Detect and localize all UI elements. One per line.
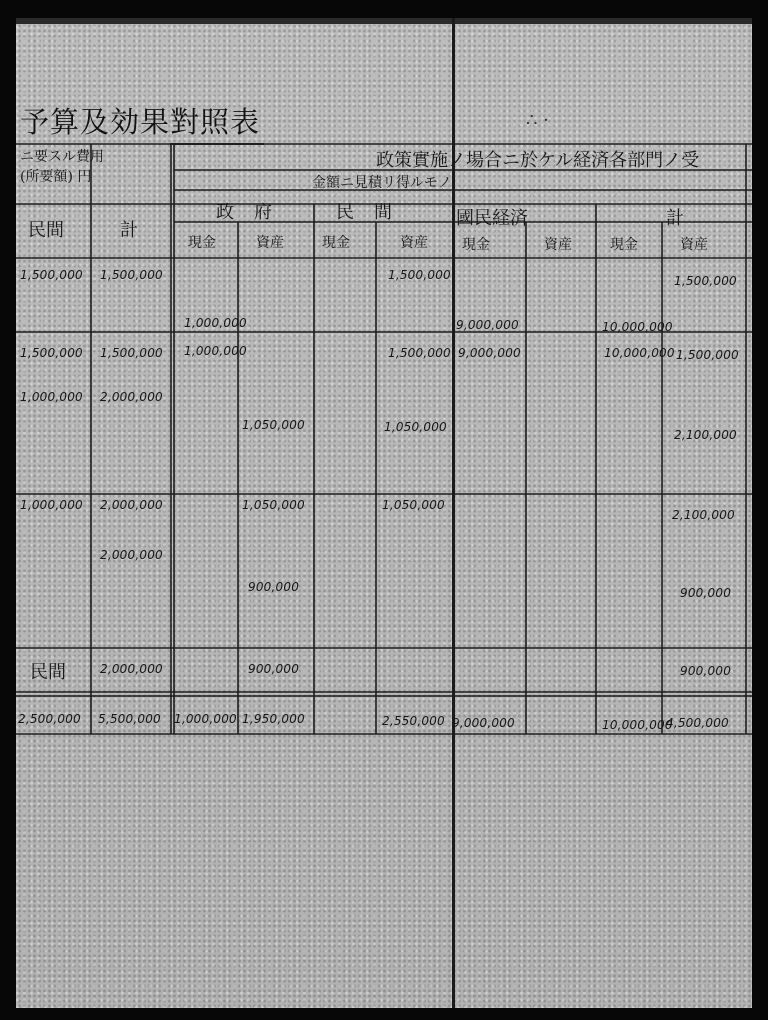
total-minkan: 2,500,000 — [18, 712, 81, 726]
cell-r5-minkan-label: 民間 — [30, 662, 66, 683]
cell-r2-kei: 2,000,000 — [100, 390, 163, 404]
group-private: 民間 — [336, 202, 412, 223]
cell-r0-kei: 1,500,000 — [100, 268, 163, 282]
sub-tot-cash: 現金 — [610, 237, 638, 253]
sub-nat-assets: 資産 — [544, 237, 572, 253]
amount-line: 金額ニ見積リ得ルモノ — [312, 175, 452, 191]
cell-r4-kei: 2,000,000 — [100, 548, 163, 562]
cell-r5-s-assets: 900,000 — [248, 662, 300, 676]
cell-r3-t-assets: 2,100,000 — [672, 508, 735, 522]
total-s-assets: 1,950,000 — [242, 712, 305, 726]
total-kei: 5,500,000 — [98, 712, 161, 726]
cell-r3-minkan: 1,000,000 — [20, 498, 83, 512]
cell-r1-s-cash: 1,000,000 — [184, 344, 247, 358]
cost-label-line1: ニ要スル費用 — [20, 149, 104, 165]
cell-r3-m-assets: 1,050,000 — [382, 498, 445, 512]
page-title: 予算及効果對照表 — [20, 100, 260, 141]
cell-r3-s-assets: 1,050,000 — [242, 498, 305, 512]
document-page — [16, 18, 752, 1008]
cell-r0-t-cash-b: 10,000,000 — [602, 320, 673, 334]
cell-r5-kei: 2,000,000 — [100, 662, 163, 676]
total-m-assets: 2,550,000 — [382, 714, 445, 728]
policy-line: 政策實施ノ場合ニ於ケル経済各部門ノ受 — [376, 150, 700, 171]
cell-r5-t-assets: 900,000 — [680, 664, 732, 678]
cell-r1-t-assets: 1,500,000 — [676, 348, 739, 362]
col-kei: 計 — [120, 220, 138, 241]
cell-r4-t-assets: 900,000 — [680, 586, 732, 600]
sub-gov-assets: 資産 — [256, 235, 284, 251]
cell-r4-s-assets: 900,000 — [248, 580, 300, 594]
col-minkan: 民間 — [28, 220, 64, 241]
cell-r2-t-assets: 2,100,000 — [674, 428, 737, 442]
cell-r1-k-cash: 9,000,000 — [458, 346, 521, 360]
group-national-economy: 國民経済 — [456, 208, 528, 229]
cost-label-line2: (所要額) 円 — [20, 169, 92, 185]
cell-r0-t-assets: 1,500,000 — [674, 274, 737, 288]
total-s-cash: 1,000,000 — [174, 712, 237, 726]
sub-gov-cash: 現金 — [188, 235, 216, 251]
total-t-cash: 10,000,000 — [602, 718, 673, 732]
cell-r1-kei: 1,500,000 — [100, 346, 163, 360]
cell-r1-m-assets: 1,500,000 — [388, 346, 451, 360]
cell-r0-s-cash-b: 1,000,000 — [184, 316, 247, 330]
cell-r0-m-assets: 1,500,000 — [388, 268, 451, 282]
sub-nat-cash: 現金 — [462, 237, 490, 253]
cell-r0-minkan: 1,500,000 — [20, 268, 83, 282]
cell-r3-kei: 2,000,000 — [100, 498, 163, 512]
cell-r1-minkan: 1,500,000 — [20, 346, 83, 360]
total-k-cash: 9,000,000 — [452, 716, 515, 730]
sub-tot-assets: 資産 — [680, 237, 708, 253]
ink-dots: ∴ · — [526, 110, 549, 131]
sub-priv-cash: 現金 — [322, 235, 350, 251]
sub-priv-assets: 資産 — [400, 235, 428, 251]
cell-r1-t-cash: 10,000,000 — [604, 346, 675, 360]
total-t-assets: 4,500,000 — [666, 716, 729, 730]
cell-r2-minkan: 1,000,000 — [20, 390, 83, 404]
cell-r2-m-assets: 1,050,000 — [384, 420, 447, 434]
group-government: 政府 — [216, 202, 292, 223]
cell-r0-k-cash-b: 9,000,000 — [456, 318, 519, 332]
cell-r2-s-assets: 1,050,000 — [242, 418, 305, 432]
group-total: 計 — [666, 208, 684, 229]
